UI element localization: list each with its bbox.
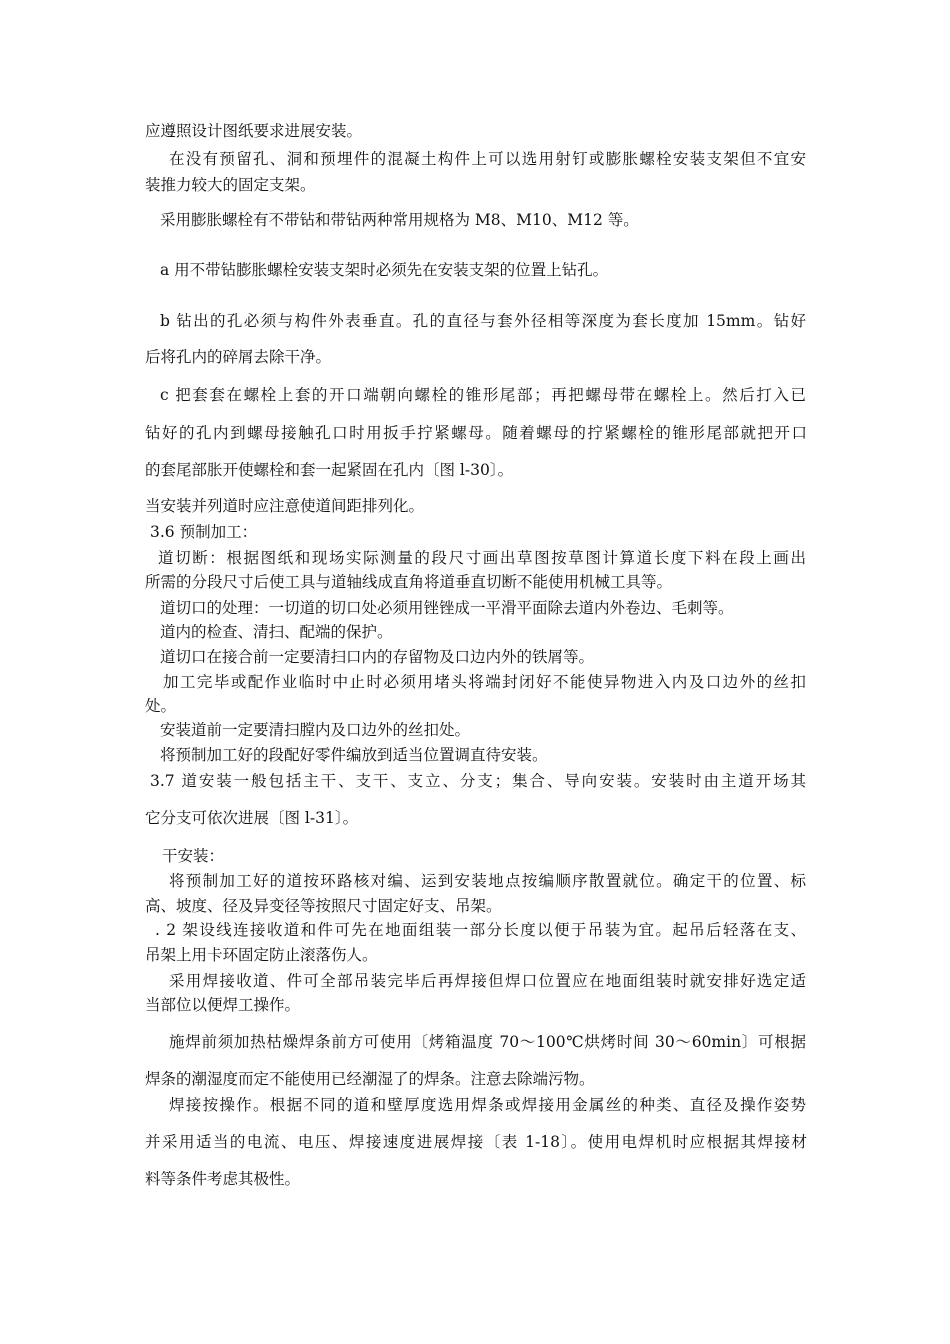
text-line: 高、坡度、径及异变径等按照尺寸固定好支、吊架。 — [145, 897, 502, 915]
text-line: 应遵照设计图纸要求进展安装。 — [145, 122, 363, 140]
text-line: 道切断：根据图纸和现场实际测量的段尺寸画出草图按草图计算道长度下料在段上画出 — [158, 549, 806, 567]
text-line: . 2 架设线连接收道和件可先在地面组装一部分长度以便于吊装为宜。起吊后轻落在支、 — [155, 921, 806, 939]
text-line: 3.6 预制加工： — [150, 523, 258, 541]
text-line: 道切口的处理：一切道的切口处必须用锉锉成一平滑平面除去道内外卷边、毛刺等。 — [160, 599, 734, 617]
text-line: 所需的分段尺寸后使工具与道轴线成直角将道垂直切断不能使用机械工具等。 — [145, 573, 673, 591]
text-line: 焊条的潮湿度而定不能使用已经潮湿了的焊条。注意去除端污物。 — [145, 1070, 595, 1088]
text-line: 吊架上用卡环固定防止滚落伤人。 — [145, 946, 378, 964]
text-line: 料等条件考虑其极性。 — [145, 1170, 301, 1188]
text-line: 道切口在接合前一定要清扫口内的存留物及口边内外的铁屑等。 — [160, 648, 595, 666]
text-line: b 钻出的孔必须与构件外表垂直。孔的直径与套外径相等深度为套长度加 15mm。钻好 — [160, 312, 806, 330]
text-line: 采用膨胀螺栓有不带钻和带钻两种常用规格为 M8、M10、M12 等。 — [160, 211, 639, 229]
text-line: 将预制加工好的道按环路核对编、运到安装地点按编顺序散置就位。确定干的位置、标 — [169, 872, 806, 890]
text-line: 干安装： — [162, 847, 225, 865]
text-line: 装推力较大的固定支架。 — [145, 176, 316, 194]
text-line: 钻好的孔内到螺母接触孔口时用扳手拧紧螺母。随着螺母的拧紧螺栓的锥形尾部就把开口 — [145, 424, 807, 442]
text-line: 在没有预留孔、洞和预埋件的混凝土构件上可以选用射钉或膨胀螺栓安装支架但不宜安 — [169, 150, 806, 168]
text-line: 并采用适当的电流、电压、焊接速度进展焊接〔表 1-18〕。使用电焊机时应根据其焊接材 — [145, 1133, 807, 1151]
text-line: 施焊前须加热枯燥焊条前方可使用〔烤箱温度 70～100℃烘烤时间 30～60min〕可根据 — [169, 1033, 806, 1051]
text-line: 的套尾部胀开使螺栓和套一起紧固在孔内〔图 l-30〕。 — [145, 461, 514, 479]
text-line: c 把套套在螺栓上套的开口端朝向螺栓的锥形尾部；再把螺母带在螺栓上。然后打入已 — [160, 386, 806, 404]
text-line: 3.7 道安装一般包括主干、支干、支立、分支；集合、导向安装。安装时由主道开场其 — [150, 772, 806, 790]
text-line: 采用焊接收道、件可全部吊装完毕后再焊接但焊口位置应在地面组装时就安排好选定适 — [169, 972, 806, 990]
text-line: 处。 — [145, 697, 177, 715]
text-line: 它分支可依次进展〔图 l-31〕。 — [145, 809, 359, 827]
text-line: 后将孔内的碎屑去除干净。 — [145, 348, 332, 366]
text-line: 当部位以便焊工操作。 — [145, 996, 301, 1014]
text-line: 加工完毕或配作业临时中止时必须用堵头将端封闭好不能使异物进入内及口边外的丝扣 — [163, 673, 806, 691]
text-line: 安装道前一定要清扫膛内及口边外的丝扣处。 — [160, 721, 471, 739]
text-line: 道内的检查、清扫、配端的保护。 — [160, 623, 393, 641]
text-line: 当安装并列道时应注意使道间距排列化。 — [145, 497, 425, 515]
text-line: a 用不带钻膨胀螺栓安装支架时必须先在安装支架的位置上钻孔。 — [160, 261, 609, 279]
text-line: 焊接按操作。根据不同的道和壁厚度选用焊条或焊接用金属丝的种类、直径及操作姿势 — [169, 1096, 806, 1114]
text-line: 将预制加工好的段配好零件编放到适当位置调直待安装。 — [160, 746, 548, 764]
